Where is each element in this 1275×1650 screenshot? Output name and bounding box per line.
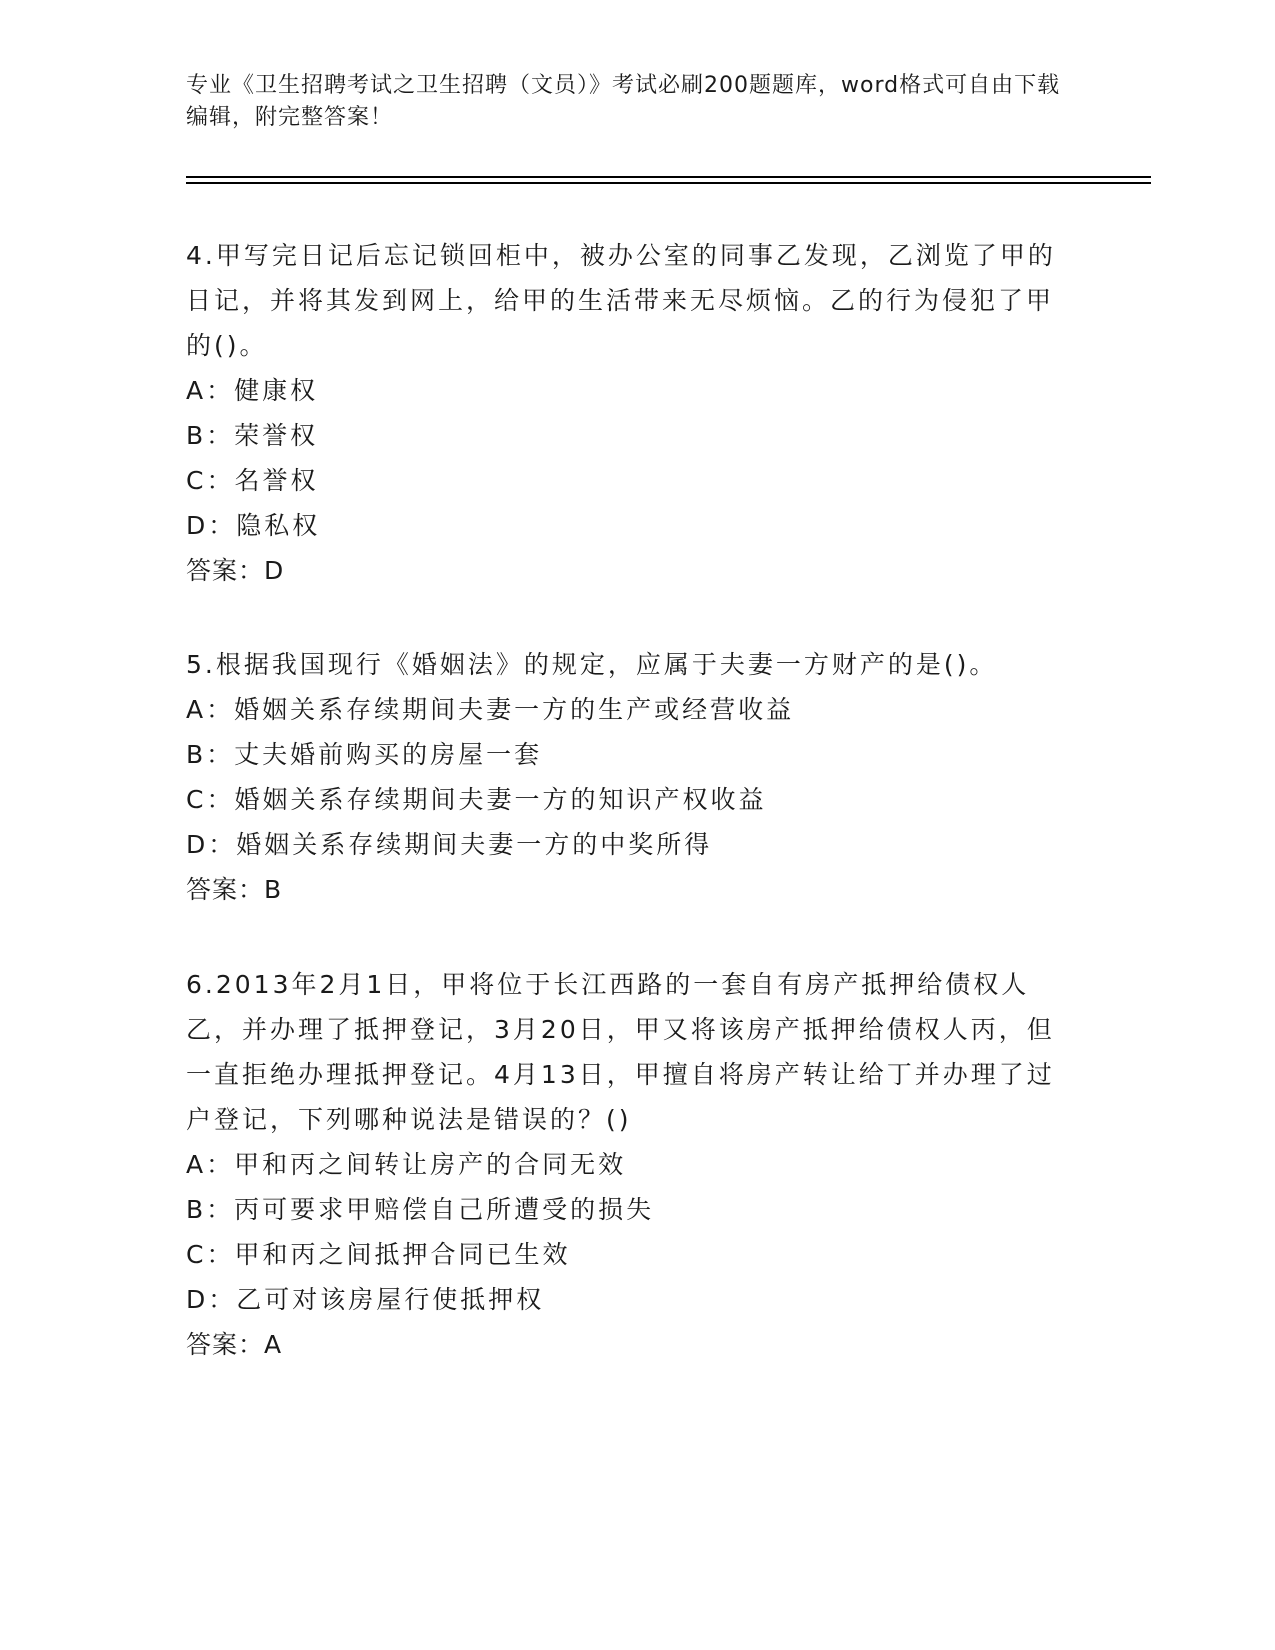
option-a: A：健康权 xyxy=(186,376,319,405)
option-b: B：丙可要求甲赔偿自己所遭受的损失 xyxy=(186,1195,655,1224)
option-c: C：甲和丙之间抵押合同已生效 xyxy=(186,1240,571,1269)
option-d: D：乙可对该房屋行使抵押权 xyxy=(186,1285,545,1314)
question-6 xyxy=(186,962,1066,1367)
header-rule-bottom xyxy=(186,182,1151,184)
header-rule-top xyxy=(186,176,1151,178)
question-stem: 4.甲写完日记后忘记锁回柜中，被办公室的同事乙发现，乙浏览了甲的日记，并将其发到网上，给甲的生活带来无尽烦恼。乙的行为侵犯了甲的()。 xyxy=(186,241,1056,360)
option-a: A：甲和丙之间转让房产的合同无效 xyxy=(186,1150,627,1179)
option-c: C：名誉权 xyxy=(186,466,319,495)
option-d: D：隐私权 xyxy=(186,511,321,540)
question-5 xyxy=(186,642,1066,912)
question-4 xyxy=(186,233,1066,593)
answer-line: 答案：A xyxy=(186,1330,283,1359)
answer-line: 答案：D xyxy=(186,556,285,585)
option-b: B：荣誉权 xyxy=(186,421,319,450)
answer-line: 答案：B xyxy=(186,875,283,904)
document-header: 专业《卫生招聘考试之卫生招聘（文员）》考试必刷200题题库，word格式可自由下载编辑，附完整答案！ xyxy=(186,73,1061,130)
option-a: A：婚姻关系存续期间夫妻一方的生产或经营收益 xyxy=(186,695,795,724)
question-stem: 6.2013年2月1日，甲将位于长江西路的一套自有房产抵押给债权人乙，并办理了抵押登记，3月20日，甲又将该房产抵押给债权人丙，但一直拒绝办理抵押登记。4月13日，甲擅自将房产转让给丁并办理了过户登记，下列哪种说法是错误的？() xyxy=(186,970,1055,1134)
question-stem: 5.根据我国现行《婚姻法》的规定，应属于夫妻一方财产的是()。 xyxy=(186,650,998,679)
option-d: D：婚姻关系存续期间夫妻一方的中奖所得 xyxy=(186,830,713,859)
option-b: B：丈夫婚前购买的房屋一套 xyxy=(186,740,543,769)
option-c: C：婚姻关系存续期间夫妻一方的知识产权收益 xyxy=(186,785,767,814)
